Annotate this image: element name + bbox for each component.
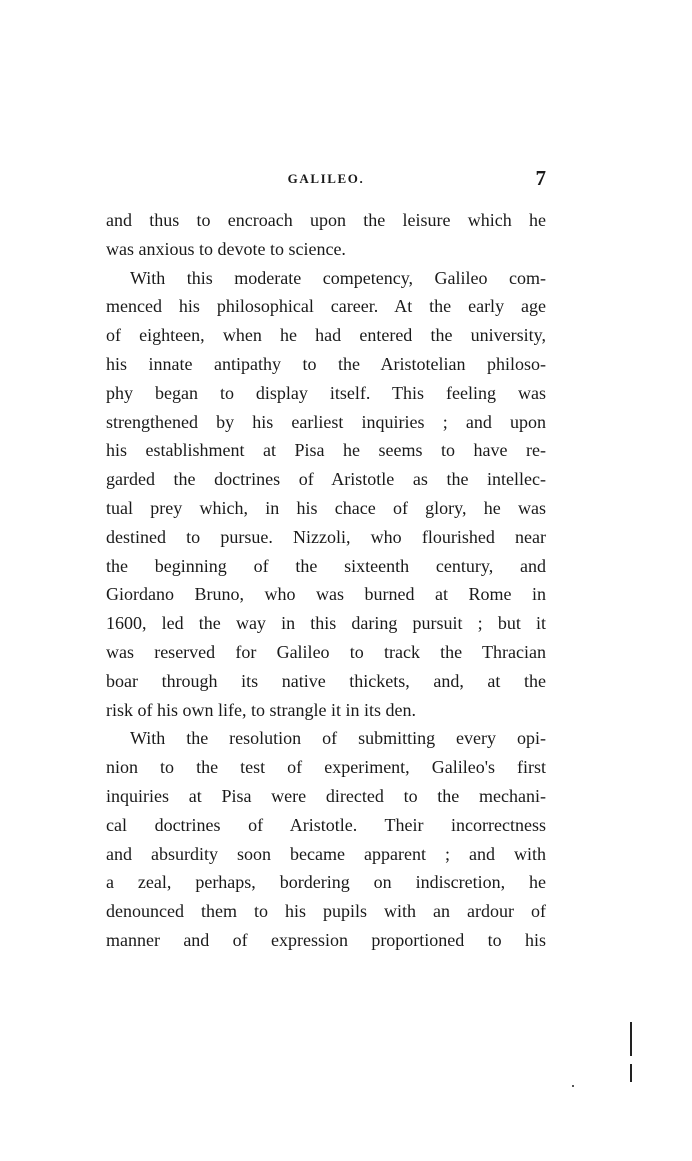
text-line: was anxious to devote to science. <box>106 238 346 259</box>
scan-margin-mark <box>630 1064 632 1082</box>
page-number: 7 <box>535 166 546 190</box>
scan-margin-mark <box>630 1022 632 1056</box>
page-header <box>106 166 546 192</box>
text-line: his establishment at Pisa he seems to have re- <box>106 440 546 461</box>
text-line: his innate antipathy to the Aristotelian philoso- <box>106 353 546 374</box>
text-line: the beginning of the sixteenth century, and <box>106 555 546 576</box>
text-line: Giordano Bruno, who was burned at Rome in <box>106 584 546 605</box>
text-line: nion to the test of experiment, Galileo's first <box>106 757 546 778</box>
text-line: 1600, led the way in this daring pursuit ; but it <box>106 613 546 634</box>
text-line: inquiries at Pisa were directed to the mechani- <box>106 785 546 806</box>
running-head: GALILEO. <box>287 171 365 186</box>
text-line: phy began to display itself. This feeling was <box>106 382 546 403</box>
text-line: and thus to encroach upon the leisure which he <box>106 210 546 230</box>
text-line: menced his philosophical career. At the early age <box>106 296 546 317</box>
text-line: a zeal, perhaps, bordering on indiscretion, he <box>106 872 546 893</box>
text-line: of eighteen, when he had entered the university, <box>106 325 546 346</box>
text-line: and absurdity soon became apparent ; and with <box>106 843 546 864</box>
text-line: boar through its native thickets, and, at the <box>106 670 546 691</box>
text-line: With the resolution of submitting every opi- <box>130 728 546 749</box>
text-line: was reserved for Galileo to track the Thracian <box>106 641 546 662</box>
text-line: risk of his own life, to strangle it in its den. <box>106 699 416 720</box>
text-line: strengthened by his earliest inquiries ; and upon <box>106 411 546 432</box>
text-line: With this moderate competency, Galileo com- <box>130 267 546 288</box>
text-line: denounced them to his pupils with an ardour of <box>106 901 546 922</box>
scan-speck <box>572 1085 574 1087</box>
text-line: garded the doctrines of Aristotle as the intellec- <box>106 469 546 490</box>
text-line: manner and of expression proportioned to his <box>106 929 546 950</box>
text-line: cal doctrines of Aristotle. Their incorrectness <box>106 814 546 835</box>
text-line: destined to pursue. Nizzoli, who flourished near <box>106 526 546 547</box>
body-text <box>106 206 546 955</box>
text-line: tual prey which, in his chace of glory, he was <box>106 497 546 518</box>
